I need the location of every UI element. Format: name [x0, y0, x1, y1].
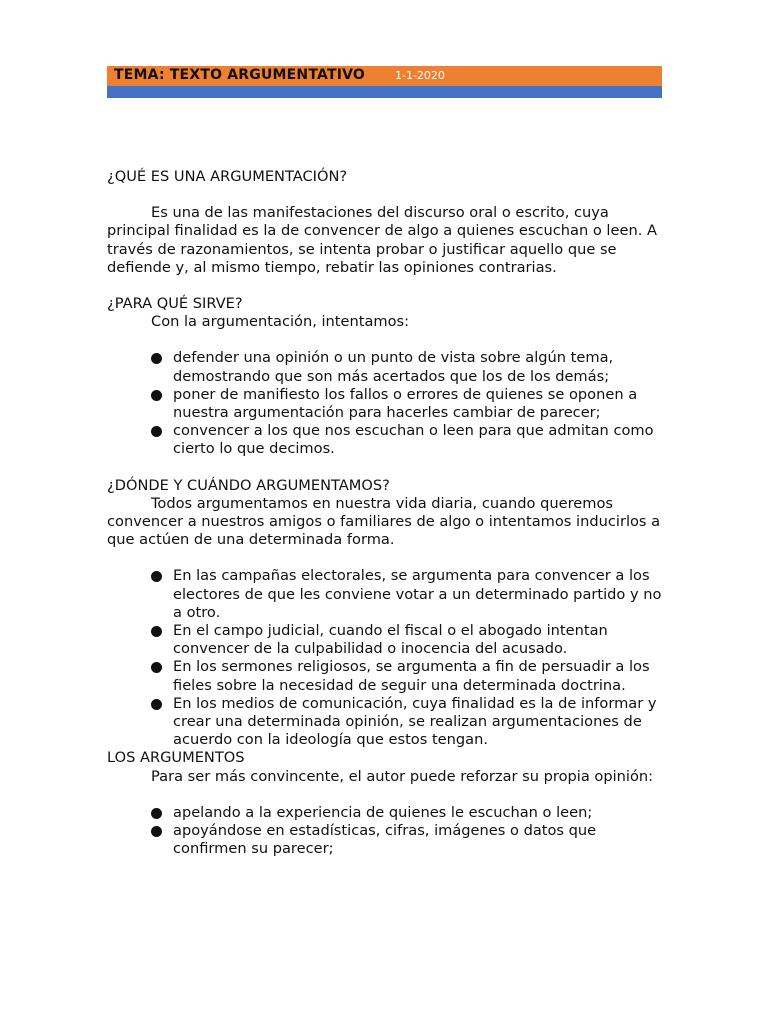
list-item — [107, 658, 667, 694]
header-accent-bar — [107, 86, 662, 98]
section-heading-para-que: ¿PARA QUÉ SIRVE? — [107, 295, 243, 313]
list-item — [107, 822, 667, 858]
bullet-icon — [151, 390, 162, 401]
list-item-text: apoyándose en estadísticas, cifras, imágenes o datos que confirmen su parecer; — [173, 822, 597, 858]
paragraph-convincing: Para ser más convincente, el autor puede reforzar su propia opinión: — [151, 767, 654, 785]
section-heading-argumentos: LOS ARGUMENTOS — [107, 749, 245, 767]
section-heading-donde-cuando: ¿DÓNDE Y CUÁNDO ARGUMENTAMOS? — [107, 476, 390, 494]
list-item-text: En los medios de comunicación, cuya finalidad es la de informar y crear una determinada opinión, se realizan argumentaciones de acuerdo con la ideología que estos tengan. — [173, 694, 657, 749]
list-item-text: En el campo judicial, cuando el fiscal o el abogado intentan convencer de la culpabilidad o inocencia del acusado. — [173, 622, 608, 658]
section-heading-que-es: ¿QUÉ ES UNA ARGUMENTACIÓN? — [107, 168, 348, 185]
list-item-text: apelando a la experiencia de quienes le escuchan o leen; — [173, 803, 593, 821]
document-body — [107, 168, 667, 859]
list-item — [107, 567, 667, 622]
list-item — [107, 349, 667, 385]
list-item-text: convencer a los que nos escuchan o leen para que admitan como cierto lo que decimos. — [173, 422, 654, 458]
bullet-icon — [151, 826, 162, 837]
bullet-list-purposes — [107, 349, 667, 458]
document-date: 1-1-2020 — [395, 69, 445, 82]
list-item — [107, 422, 667, 458]
bullet-icon — [151, 626, 162, 637]
bullet-list-arguments — [107, 804, 667, 859]
bullet-list-contexts — [107, 567, 667, 749]
list-item — [107, 622, 667, 658]
bullet-icon — [151, 426, 162, 437]
paragraph-daily-life: Todos argumentamos en nuestra vida diaria, cuando queremos convencer a nuestros amigos o familiares de algo o intentamos inducirlos a que actúen de una determinada forma. — [107, 494, 661, 549]
list-item — [107, 804, 667, 822]
bullet-icon — [151, 699, 162, 710]
list-item — [107, 386, 667, 422]
list-item-text: poner de manifiesto los fallos o errores de quienes se oponen a nuestra argumentación para hacerles cambiar de parecer; — [173, 385, 638, 422]
list-item-text: defender una opinión o un punto de vista sobre algún tema, demostrando que son más acertados que los de los demás; — [173, 349, 614, 385]
paragraph-intro: Con la argumentación, intentamos: — [151, 313, 410, 331]
bullet-icon — [151, 662, 162, 673]
paragraph-definition: Es una de las manifestaciones del discurso oral o escrito, cuya principal finalidad es la de convencer de algo a quienes escuchan o leen. A través de razonamientos, se intenta probar o justificar aquello que se defiende y, al mismo tiempo, rebatir las opiniones contrarias. — [107, 204, 657, 276]
document-title: TEMA: TEXTO ARGUMENTATIVO — [114, 67, 365, 83]
header-bar — [107, 66, 662, 86]
bullet-icon — [151, 571, 162, 582]
list-item-text: En las campañas electorales, se argumenta para convencer a los electores de que les conviene votar a un determinado partido y no a otro. — [173, 567, 662, 621]
bullet-icon — [151, 353, 162, 364]
list-item — [107, 695, 667, 750]
bullet-icon — [151, 808, 162, 819]
list-item-text: En los sermones religiosos, se argumenta a fin de persuadir a los fieles sobre la necesidad de seguir una determinada doctrina. — [173, 658, 650, 694]
